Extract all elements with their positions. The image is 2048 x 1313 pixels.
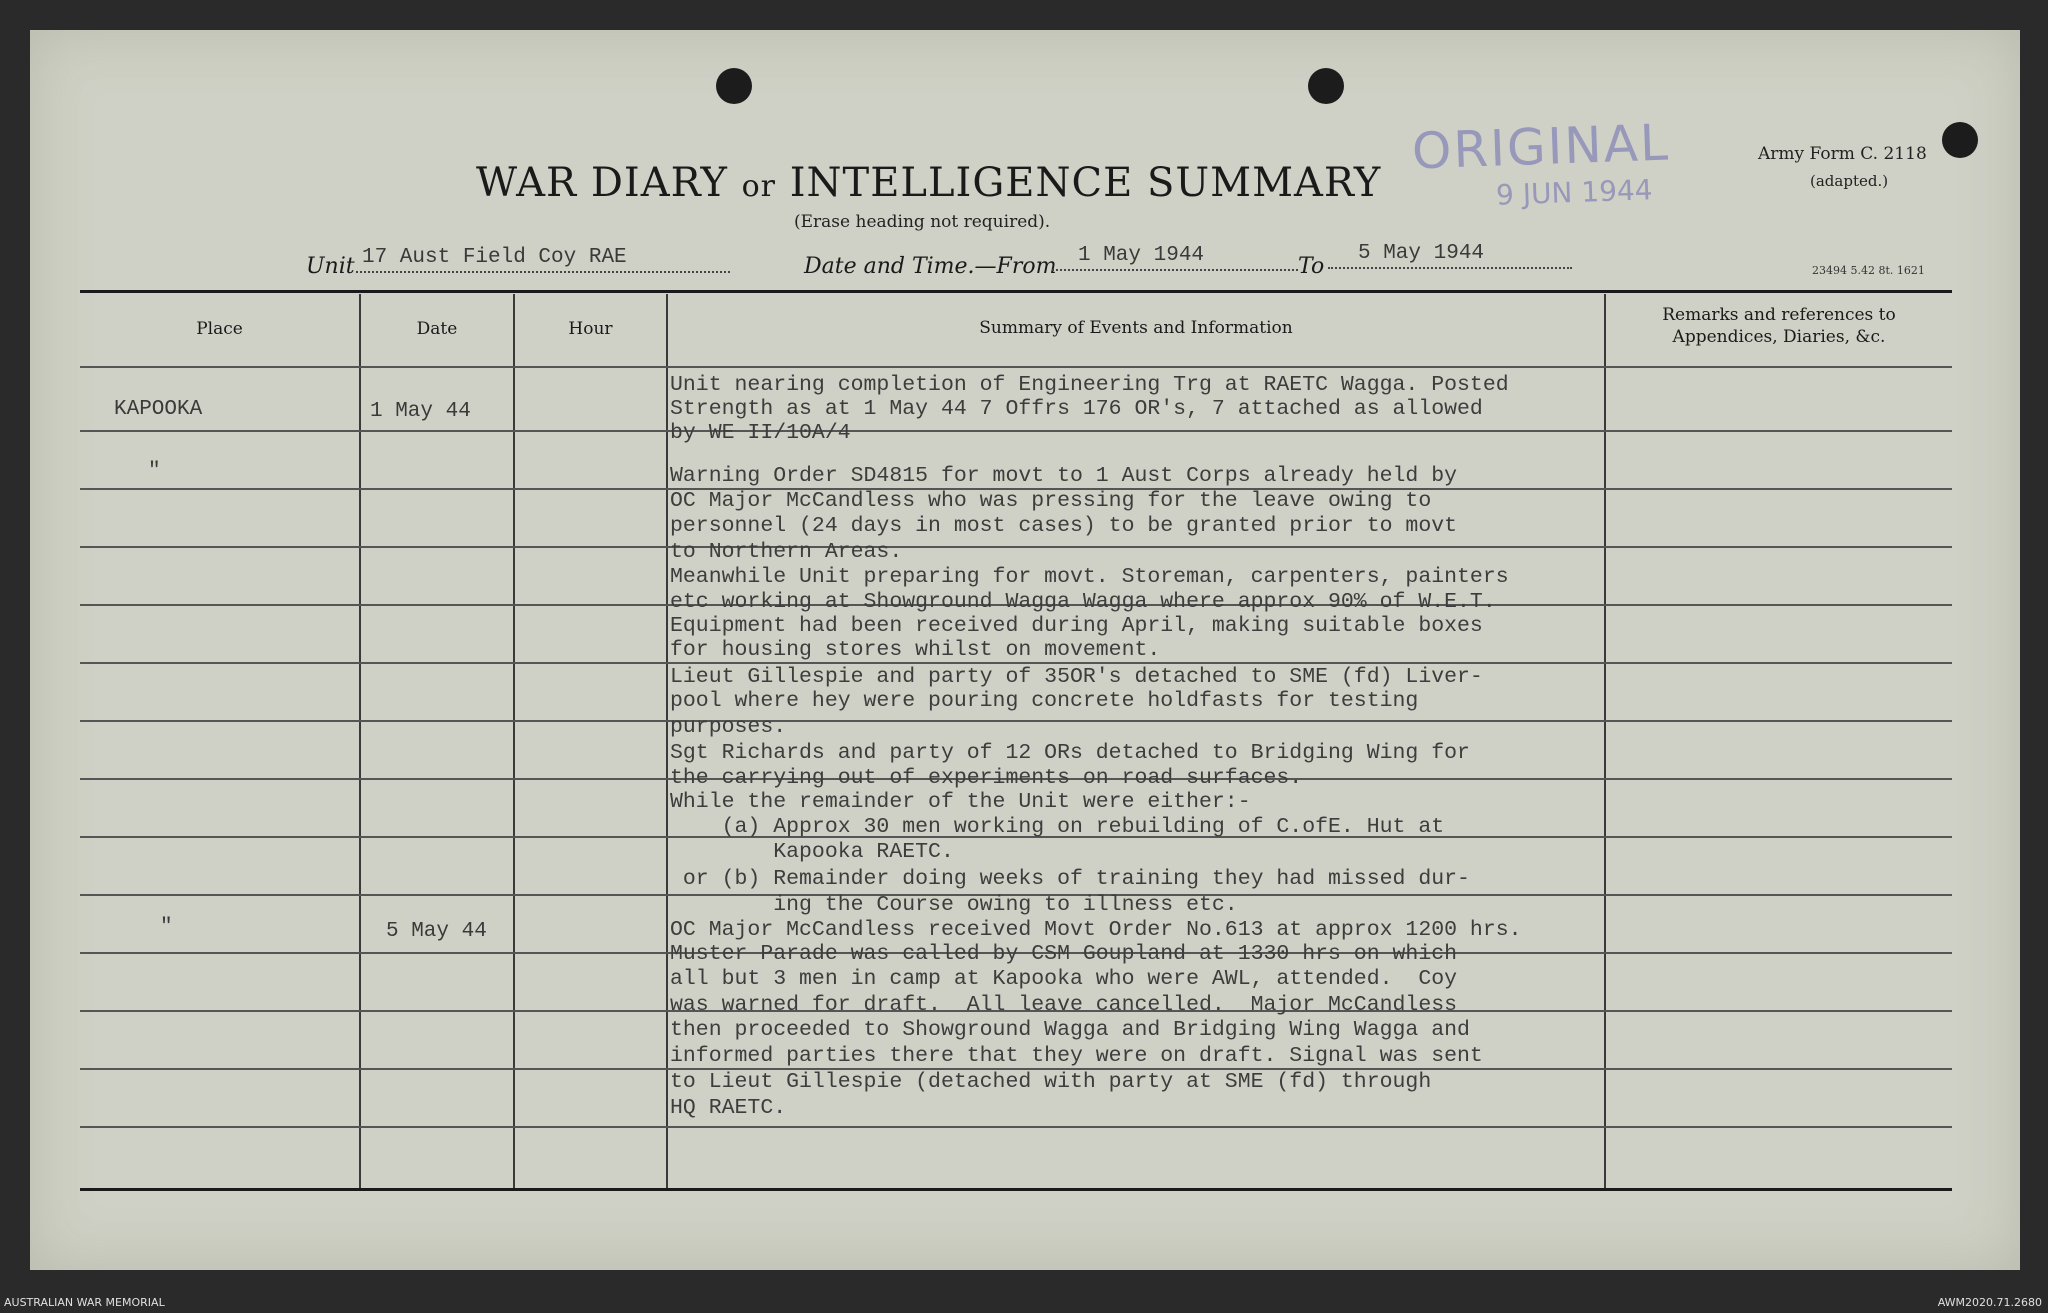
column-header-remarks bbox=[1606, 304, 1952, 348]
column-divider bbox=[513, 294, 515, 1188]
punch-hole bbox=[1942, 122, 1978, 158]
row-rule bbox=[80, 720, 1952, 722]
title-main: WAR DIARY bbox=[476, 160, 728, 206]
to-label: To bbox=[1298, 254, 1325, 279]
remarks-header-line-2: Appendices, Diaries, &c. bbox=[1672, 327, 1886, 347]
entry-place: KAPOOKA bbox=[114, 398, 203, 421]
form-id: Army Form C. 2118 bbox=[1758, 144, 1927, 164]
summary-line: Kapooka RAETC. bbox=[670, 840, 954, 864]
title-or: or bbox=[741, 169, 777, 204]
row-rule bbox=[80, 546, 1952, 548]
summary-line: (a) Approx 30 men working on rebuilding of C.ofE. Hut at bbox=[670, 815, 1445, 839]
date-from-value: 1 May 1944 bbox=[1052, 244, 1298, 271]
table-bottom-rule bbox=[80, 1188, 1952, 1191]
summary-line: or (b) Remainder doing weeks of training they had missed dur- bbox=[670, 867, 1470, 891]
summary-line: Strength as at 1 May 44 7 Offrs 176 OR's, 7 attached as allowed bbox=[670, 397, 1483, 421]
date-label: Date and Time.—From bbox=[804, 254, 1057, 279]
column-header-date: Date bbox=[416, 319, 458, 339]
page-title bbox=[476, 160, 1381, 206]
summary-line: OC Major McCandless received Movt Order No.613 at approx 1200 hrs. bbox=[670, 918, 1522, 942]
unit-label: Unit bbox=[306, 254, 355, 279]
summary-line: etc working at Showground Wagga Wagga where approx 90% of W.E.T. bbox=[670, 590, 1496, 614]
row-rule bbox=[80, 1126, 1952, 1128]
summary-line: Warning Order SD4815 for movt to 1 Aust Corps already held by bbox=[670, 464, 1458, 488]
title-sub: INTELLIGENCE SUMMARY bbox=[789, 160, 1382, 206]
column-header-place: Place bbox=[196, 319, 243, 339]
summary-line: to Northern Areas. bbox=[670, 540, 903, 564]
summary-line: Meanwhile Unit preparing for movt. Storeman, carpenters, painters bbox=[670, 565, 1509, 589]
header-rule bbox=[80, 366, 1952, 368]
summary-line: by WE II/10A/4 bbox=[670, 421, 851, 445]
row-rule bbox=[80, 662, 1952, 664]
remarks-header-line-1: Remarks and references to bbox=[1662, 305, 1896, 325]
column-divider bbox=[666, 294, 668, 1188]
summary-line: the carrying out of experiments on road surfaces. bbox=[670, 766, 1303, 790]
summary-line: personnel (24 days in most cases) to be granted prior to movt bbox=[670, 514, 1458, 538]
summary-line: Unit nearing completion of Engineering Trg at RAETC Wagga. Posted bbox=[670, 373, 1509, 397]
print-code: 23494 5.42 8t. 1621 bbox=[1812, 264, 1925, 277]
unit-value: 17 Aust Field Coy RAE bbox=[356, 246, 730, 273]
entry-place: " bbox=[148, 460, 161, 483]
summary-line: Muster Parade was called by CSM Goupland at 1330 hrs on which bbox=[670, 942, 1458, 966]
summary-line: purposes. bbox=[670, 715, 787, 739]
footer-source: AUSTRALIAN WAR MEMORIAL bbox=[4, 1296, 165, 1309]
summary-line: OC Major McCandless who was pressing for the leave owing to bbox=[670, 489, 1432, 513]
entry-place: " bbox=[160, 916, 173, 939]
entry-date: 5 May 44 bbox=[386, 920, 487, 943]
row-rule bbox=[80, 430, 1952, 432]
summary-line: Sgt Richards and party of 12 ORs detached to Bridging Wing for bbox=[670, 741, 1470, 765]
summary-line: all but 3 men in camp at Kapooka who were AWL, attended. Coy bbox=[670, 967, 1458, 991]
stamp-date: 9 JUN 1944 bbox=[1495, 173, 1654, 212]
table-top-rule bbox=[80, 290, 1952, 293]
summary-line: then proceeded to Showground Wagga and Bridging Wing Wagga and bbox=[670, 1018, 1470, 1042]
column-divider bbox=[1604, 294, 1606, 1188]
form-adapted: (adapted.) bbox=[1810, 172, 1889, 190]
punch-hole bbox=[1308, 68, 1344, 104]
punch-hole bbox=[716, 68, 752, 104]
column-divider bbox=[359, 294, 361, 1188]
summary-line: While the remainder of the Unit were either:- bbox=[670, 790, 1251, 814]
column-header-summary: Summary of Events and Information bbox=[979, 318, 1293, 338]
summary-line: pool where hey were pouring concrete holdfasts for testing bbox=[670, 689, 1419, 713]
original-stamp: ORIGINAL bbox=[1411, 113, 1671, 181]
entry-date: 1 May 44 bbox=[370, 400, 471, 423]
footer-reference: AWM2020.71.2680 bbox=[1937, 1296, 2042, 1309]
column-header-hour: Hour bbox=[568, 319, 613, 339]
summary-line: ing the Course owing to illness etc. bbox=[670, 893, 1238, 917]
summary-line: Lieut Gillespie and party of 35OR's detached to SME (fd) Liver- bbox=[670, 665, 1483, 689]
summary-line: for housing stores whilst on movement. bbox=[670, 638, 1161, 662]
summary-line: informed parties there that they were on draft. Signal was sent bbox=[670, 1044, 1483, 1068]
summary-line: was warned for draft. All leave cancelled. Major McCandless bbox=[670, 993, 1458, 1017]
summary-line: HQ RAETC. bbox=[670, 1096, 787, 1120]
summary-line: to Lieut Gillespie (detached with party at SME (fd) through bbox=[670, 1070, 1432, 1094]
date-to-value: 5 May 1944 bbox=[1328, 242, 1572, 269]
summary-line: Equipment had been received during April, making suitable boxes bbox=[670, 614, 1483, 638]
subtitle: (Erase heading not required). bbox=[794, 212, 1051, 232]
